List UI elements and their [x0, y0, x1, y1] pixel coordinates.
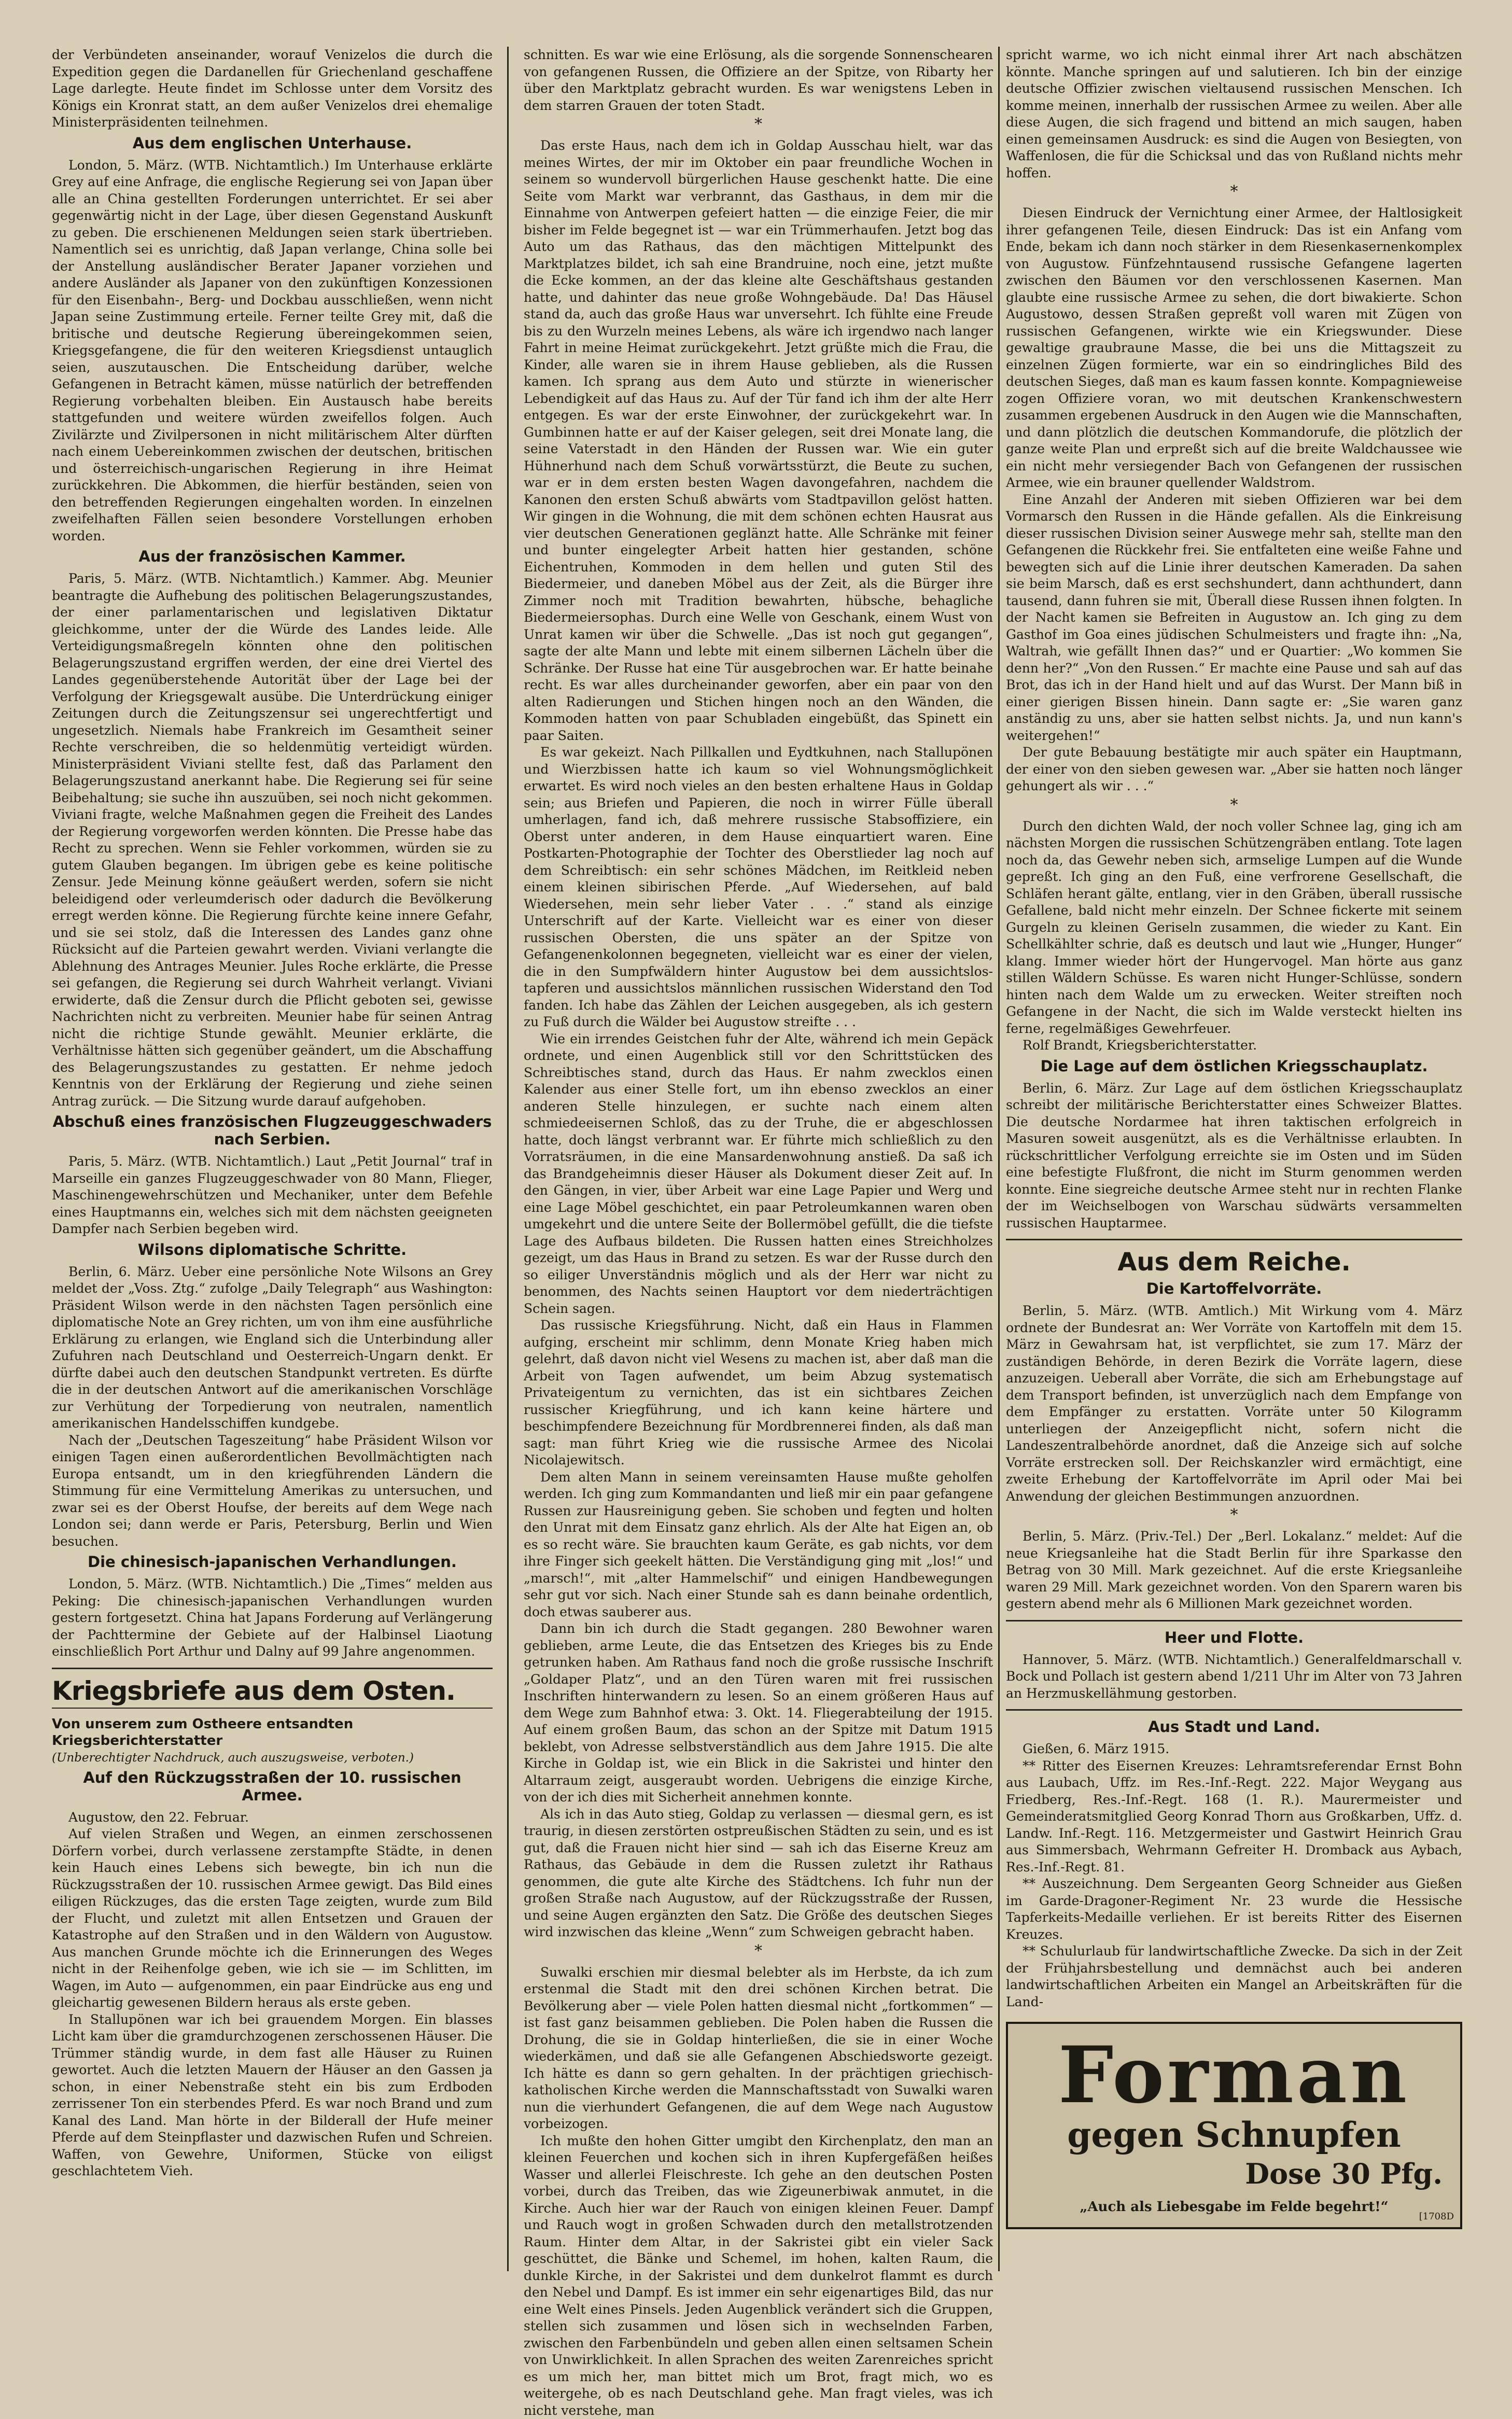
article-paragraph: Nach der „Deutschen Tageszeitung“ habe Präsident Wilson vor einigen Tagen einen außerordentlichen Bevollmächtigten nach Europa entsandt, um in den kriegführenden Ländern die Stimmung für eine Vermittelung Amerikas zu untersuchen, und zwar sei es der Oberst Houfse, der bereits auf dem Wege nach London sei; dann werde er Paris, Petersburg, Berlin und Wien besuchen. [52, 1432, 493, 1550]
article-paragraph: London, 5. März. (WTB. Nichtamtlich.) Im Unterhause erklärte Grey auf eine Anfrage, die englische Regierung sei von Japan über alle an China gestellten Forderungen unterrichtet. Er sei aber gegenwärtig nicht in der Lage, über diesen Gegenstand Auskunft zu geben. Die erschienenen Meldungen seien stark übertrieben. Namentlich sei es unrichtig, daß Japan verlange, China solle bei der Anstellung ausländischer Berater Japaner vorziehen und andere Ausländer als Japaner von den zukünftigen Konzessionen für den Eisenbahn-, Berg- und Dockbau ausschließen, wenn nicht Japan seine Zustimmung erteile. Ferner teilte Grey mit, daß die britische und deutsche Regierung übereingekommen seien, Kriegsgefangene, die für den weiteren Kriegsdienst untauglich seien, auszutauschen. Die Entscheidung darüber, welche Gefangenen in Betracht kämen, müsse natürlich der betreffenden Regierung vorbehalten bleiben. Ein Austausch habe bereits stattgefunden und weitere würden zweifellos folgen. Auch Zivilärzte und Zivilpersonen in nicht militärischem Alter dürften nach einem Uebereinkommen zwischen der deutschen, britischen und österreichisch-ungarischen Regierung in ihre Heimat zurückkehren. Die Abkommen, die hierfür beständen, seien von den betreffenden Regierungen eingehalten worden. In einzelnen zweifelhaften Fällen seien besondere Vorstellungen erhoben worden. [52, 157, 493, 545]
section-separator-star: * [1006, 183, 1462, 201]
article-heading: Wilsons diplomatische Schritte. [52, 1241, 493, 1259]
article-paragraph: der Verbündeten anseinander, worauf Venizelos die durch die Expedition gegen die Dardanellen für Griechenland geschaffene Lage darlegte. Heute findet im Schlosse unter dem Vorsitz des Königs ein Kronrat statt, an dem außer Venizelos drei ehemalige Ministerpräsidenten teilnehmen. [52, 47, 493, 131]
article-heading: Auf den Rückzugsstraßen der 10. russischen Armee. [52, 1769, 493, 1804]
article-paragraph: Ich mußte den hohen Gitter umgibt den Kirchenplatz, den man an kleinen Feuerchen und kochen sich in ihren Kupfergefäßen heißes Wasser und allerlei Fleischreste. Ich gehe an den deutschen Posten vorbei, durch das Treiben, das wie Zigeunerbiwak anmutet, in die Kirche. Auch hier war der Rauch von einigen kleinen Feuer. Dampf und Rauch wogt in großen Schwaden durch den metallstrotzenden Raum. Hinter dem Altar, in der Sakristei gibt ein vieler Sack geschüttet, die Bänke und Schemel, im hohen, kalten Raum, die dunkle Kirche, in der Sakristei und dem dunkelrot flammt es durch den Nebel und Dampf. Es ist immer ein sehr eigenartiges Bild, das nur eine Welt eines Pinsels. Jeden Augenblick verändert sich die Gruppen, stellen sich zusammen und lösen sich in wechselnden Farben, zwischen den Farbenbündeln und geben allen einen seltsamen Schein von Unwirklichkeit. In allen Sprachen des weiten Zarenreiches spricht es um mich her, man bittet mich um Brot, fragt mich, wo es weitergehe, ob es nach Deutschland gehe. Man fragt vieles, was ich nicht verstehe, man [524, 2133, 993, 2419]
column-divider [998, 47, 1000, 2271]
article-heading: Aus Stadt und Land. [1006, 1718, 1462, 1736]
ad-product-line: gegen Schnupfen [1015, 2114, 1453, 2156]
article-paragraph: Eine Anzahl der Anderen mit sieben Offizieren war bei dem Vormarsch den Russen in die Hände gefallen. Als die Einkreisung dieser russischen Division seiner Auswege mehr sah, stellte man den Gefangenen die Rückkehr frei. Sie entfalteten eine weiße Fahne und bewegten sich auf die Linie ihrer deutschen Kameraden. Da sahen sie beim Marsch, daß es erst sechshundert, dann achthundert, dann tausend, dann fuhren sie mit, Überall diese Russen ihnen folgten. In der Nacht kamen sie Befreiten in Augustow an. Ich ging zu dem Gasthof im Goa eines jüdischen Schulmeisters und fragte ihn: „Na, Waltrah, wie gefällt Ihnen das?“ und er Quartier: „Wo kommen Sie denn her?“ „Von den Russen.“ Er machte eine Pause und sah auf das Brot, das ich in der Hand hielt und auf das Wurst. Der Mann biß in einer gierigen Bissen hinein. Dann sagte er: „Sie waren ganz anständig zu uns, aber sie hatten selbst nichts. Ja, und nun kann's weitergehen!“ [1006, 492, 1462, 745]
article-paragraph: Als ich in das Auto stieg, Goldap zu verlassen — diesmal gern, es ist traurig, in diesen zerstörten ostpreußischen Städten zu sein, und es ist gut, daß die Frauen nicht hier sind — sah ich das Eiserne Kreuz am Rathaus, das Gebäude in dem die Russen zuletzt ihr Rathaus genommen, die gute alte Kirche des Städtchens. Ich fuhr nun der großen Straße nach Augustow, auf der Rückzugsstraße der Russen, und seine Augen ergänzten den Satz. Die Größe des deutschen Sieges wird inzwischen das kleine „Wenn“ zum Schweigen gebracht haben. [524, 1806, 993, 1941]
article-paragraph: spricht warme, wo ich nicht einmal ihrer Art nach abschätzen könnte. Manche springen auf und salutieren. Ich bin der einzige deutsche Offizier zwischen vieltausend russischen Menschen. Ich komme meinen, innerhalb der russischen Armee zu weilen. Aber alle diese Augen, die sich fragend und bittend an mich saugen, haben einen gemeinsamen Ausdruck: es sind die Augen von Besiegten, von Waffenlosen, die für die Schicksal und das von Rußland nichts mehr hoffen. [1006, 47, 1462, 181]
article-paragraph: Der gute Bebauung bestätigte mir auch später ein Hauptmann, der einer von den sieben gewesen war. „Aber sie hatten noch länger gehungert als wir . . .“ [1006, 744, 1462, 795]
article-paragraph: London, 5. März. (WTB. Nichtamtlich.) Die „Times“ melden aus Peking: Die chinesisch-japanischen Verhandlungen wurden gestern fortgesetzt. China hat Japans Forderung auf Verlängerung der Pachttermine der Gebiete auf der Halbinsel Liaotung einschließlich Port Arthur und Dalny auf 99 Jahre angenommen. [52, 1576, 493, 1660]
article-heading: Aus der französischen Kammer. [52, 548, 493, 565]
article-heading: Heer und Flotte. [1006, 1629, 1462, 1646]
article-paragraph: Das erste Haus, nach dem ich in Goldap Ausschau hielt, war das meines Wirtes, der mir im Oktober ein paar freundliche Wochen in seinem so wundervoll bürgerlichen Hause geschenkt hatte. Die eine Seite vom Markt war verbrannt, das Gasthaus, in dem mir die Einnahme von Antwerpen gefeiert hatten — die einzige Feier, die mir bisher im Felde begegnet ist — war ein Trümmerhaufen. Jetzt bog das Auto um das Rathaus, das den mächtigen Mittelpunkt des Marktplatzes bildet, ich sah eine Brandruine, noch eine, jetzt mußte die Ecke kommen, an der das kleine alte Geschäftshaus gestanden hatte, und dahinter das neue große Wohngebäude. Da! Das Häusel stand da, auch das große Haus war unversehrt. Ich fühlte eine Freude bis zu den Wurzeln meines Lebens, als wäre ich irgendwo nach langer Fahrt in meine Heimat zurückgekehrt. Jetzt grüßte mich die Frau, die Kinder, alle waren sie in ihrem Hause geblieben, als die Russen kamen. Ich sprang aus dem Auto und stürzte in wienerischer Lebendigkeit auf das Haus zu. Auf der Tür fand ich ihm der alte Herr entgegen. Es war der erste Einwohner, der zurückgekehrt war. In Gumbinnen hatte er auf der Kaiser gelegen, seit drei Monate lang, die seine Vaterstadt in den Händen der Russen war. Wie ein guter Hühnerhund nach dem Schuß vorwärtsstürzt, die Beute zu suchen, war er in dem ersten besten Wagen davongefahren, nachdem die Kanonen den ersten Schuß abwärts vom Stadtpavillon gelöst hatten. Wir gingen in die Wohnung, die mit dem schönen echten Hausrat aus vier deutschen Generationen geglänzt hatte. Alle Schränke mit feiner und bunter eingelegter Arbeit hatten hier gestanden, schöne Eichentruhen, Kommoden in dem hellen und guten Stil des Biedermeier, und daneben Möbel aus der Zeit, als die Bürger ihre Zimmer noch mit Tradition bewahrten, hübsche, behagliche Biedermeiersophas. Durch eine Welle von Geschank, einem Wust von Unrat kamen wir über die Schwelle. „Das ist noch gut gegangen“, sagte der alte Mann und lebte mit einem silbernen Lächeln über die Schränke. Der Russe hat eine Tür ausgebrochen war. Er hatte beinahe recht. Es war alles durcheinander geworfen, aber ein paar von den alten Radierungen und Stichen hingen noch an den Wänden, die Kommoden hatten von paar Schubladen eingebüßt, das Spinett ein paar Saiten. [524, 137, 993, 744]
feature-subheading: Von unserem zum Ostheere entsandten Kriegsberichterstatter [52, 1716, 493, 1749]
article-paragraph: Dann bin ich durch die Stadt gegangen. 280 Bewohner waren geblieben, arme Leute, die das Entsetzen des Krieges bis zu Ende getrunken haben. Am Rathaus fand noch die große russische Inschrift „Goldaper Platz“, und an den Türen waren mit frei russischen Inschriften hinterwandern zu lesen. So an einem größeren Haus auf dem Wege zum Bahnhof etwa: 3. Okt. 14. Fliegerabteilung der 1915. Auf einem großen Baum, das schon an der Spitze mit Datum 1915 beklebt, von Adresse selbstverständlich aus dem Jahre 1915. Die alte Kirche in Goldap ist, wie ein Blick in die Sakristei und hinter den Altarraum zeigt, ausgeraubt worden. Uebrigens die einzige Kirche, von der ich dies mit Sicherheit annehmen konnte. [524, 1620, 993, 1806]
article-paragraph: Durch den dichten Wald, der noch voller Schnee lag, ging ich am nächsten Morgen die russischen Schützengräben entlang. Tote lagen noch da, das Gewehr neben sich, armselige Lumpen auf die Wunde gepreßt. Ich ging an den Fuß, eine verfrorene Gesellschaft, die Schläfen herant gälte, entlang, vier in den Gräben, überall russische Gefallene, bald nicht mehr einzeln. Der Schnee fickerte mit seinem Gurgeln zu kleinen Geriseln zusammen, die wieder zu Kant. Ein Schellkählter schrie, daß es deutsch und laut wie „Hunger, Hunger“ klang. Immer wieder hört der Hungervogel. Man hörte aus ganz stillen Wäldern Schüsse. Es waren nicht Hunger-Schlüsse, sondern hinten nach dem Walde um zu erwecken. Weiter streiften noch Gefangene in der Nacht, die sich im Walde versteckt hielten ins ferne, regelmäßiges Gewehrfeuer. [1006, 818, 1462, 1038]
article-heading: Die chinesisch-japanischen Verhandlungen. [52, 1553, 493, 1571]
article-paragraph: Gießen, 6. März 1915. [1006, 1741, 1462, 1758]
article-paragraph: Das russische Kriegsführung. Nicht, daß ein Haus in Flammen aufging, erscheint mir schlimm, denn Monate Krieg haben mich gelehrt, daß davon nicht viel Wesens zu machen ist, aber daß man die Arbeit von Tagen aufwendet, um beim Abzug systematisch Privateigentum zu vernichten, das ist ein sichtbares Zeichen russischer Kriegführung, und ich kann keine härtere und beschimpfendere Bezeichnung für Mordbrennerei finden, als daß man sagt: man führt Krieg wie die russische Armee des Nicolai Nicolajewitsch. [524, 1317, 993, 1469]
article-paragraph: Diesen Eindruck der Vernichtung einer Armee, der Haltlosigkeit ihrer gefangenen Teile, diesen Eindruck: Das ist ein Anfang vom Ende, bekam ich dann noch stärker in dem Riesenkasernenkomplex von Augustow. Fünfzehntausend russische Gefangene lagerten zwischen den Bäumen vor den verschlossenen Kasernen. Man glaubte eine russische Armee zu sehen, die dort biwakierte. Schon Augustowo, dessen Straßen gepreßt voll waren mit Zügen von russischen Gefangenen, wirkte wie ein Kriegswunder. Diese gewaltige graubraune Masse, die bei uns die Mittagszeit zu einzelnen Zügen formierte, war ein so eindringliches Bild des deutschen Sieges, daß man es kaum fassen konnte. Kompagnieweise zogen Offiziere voran, wo mit deutschen Krankenschwestern zusammen ergebenen Ausdruck in den Augen wie die Mannschaften, und dann plötzlich die deutschen Kommandorufe, die plötzlich der ganze weite Plan und erpreßt sich auf die breite Waldchaussee wie ein nicht mehr versiegender Bach von Gefangenen der russischen Armee, wie ein brauner quellender Waldstrom. [1006, 205, 1462, 492]
article-paragraph: Wie ein irrendes Geistchen fuhr der Alte, während ich mein Gepäck ordnete, und einen Augenblick still vor den Schrittstücken des Schreibtisches stand, durch das Haus. Er nahm zwecklos einen Kalender aus einer Stelle fort, um ihn ebenso zwecklos an einer anderen Stelle hinzulegen, er suchte nach einem alten schmiedeeisernen Schloß, das zu der Truhe, die er abgeschlossen hatte, doch längst verbrannt war. Er führte mich schließlich zu den Vorratsräumen, in die eine Mansardenwohnung anstieß. Da saß ich das Brandgeheimnis dieser Häuser als Dokument dieser Zeit auf. In den Gängen, in vier, über Arbeit war eine Lage Papier und Werg und eine Lage Möbel geschichtet, ein paar Petroleumkannen waren oben umgekehrt und die untere Seite der Bollermöbel gefüllt, die die tiefste Lage des Aufbaus bildeten. Die Russen hatten eines Streichholzes gezeigt, um das Haus in Brand zu setzen. Es war der Russe durch den so eiliger Unverständnis möglich und als der Herr war nicht zu benommen, des Nachts seinen Hauptort vor dem niederträchtigen Schein sagen. [524, 1031, 993, 1318]
article-paragraph: ** Auszeichnung. Dem Sergeanten Georg Schneider aus Gießen im Garde-Dragoner-Regiment Nr. 23 wurde die Hessische Tapferkeits-Medaille verliehen. Er ist bereits Ritter des Eisernen Kreuzes. [1006, 1876, 1462, 1943]
section-rule [52, 1708, 493, 1709]
feature-headline: Kriegsbriefe aus dem Osten. [52, 1676, 493, 1705]
article-heading: Abschuß eines französischen Flugzeuggeschwaders nach Serbien. [52, 1113, 493, 1148]
article-paragraph: Dem alten Mann in seinem vereinsamten Hause mußte geholfen werden. Ich ging zum Kommandanten und ließ mir ein paar gefangene Russen zur Hausreinigung geben. Sie schoben und fegten und holten den Unrat mit dem Einsatz ganz ehrlich. Als der Alte hat Eigen an, ob es so recht wäre. Sie brauchten kaum Geräte, es gab nichts, vor dem ihre Finger sich geekelt hätten. Die Verständigung ging mit „los!“ und „marsch!“, mit „alter Hammelschif“ und einigen Handbewegungen sehr gut vor sich. Nach einer Stunde sah es dann beinahe ordentlich, doch etwas sauberer aus. [524, 1469, 993, 1621]
section-separator-star: * [1006, 796, 1462, 814]
article-paragraph: Rolf Brandt, Kriegsberichterstatter. [1006, 1037, 1462, 1054]
section-rule [1006, 1709, 1462, 1711]
ad-price: Dose 30 Pfg. [1015, 2156, 1453, 2192]
article-paragraph: schnitten. Es war wie eine Erlösung, als die sorgende Sonnenschearen von gefangenen Russen, die Offiziere an der Spitze, von Ribarty her über den Marktplatz gebracht wurden. Es war wenigstens Leben in dem starren Grauen der toten Stadt. [524, 47, 993, 114]
reprint-notice: (Unberechtigter Nachdruck, auch auszugsweise, verboten.) [52, 1750, 493, 1766]
column-middle [524, 47, 993, 2271]
column-left [52, 47, 493, 2271]
section-rule [52, 1668, 493, 1669]
section-rule [1006, 1620, 1462, 1621]
article-heading: Die Kartoffelvorräte. [1006, 1280, 1462, 1297]
ad-tagline: „Auch als Liebesgabe im Felde begehrt!“ [1015, 2199, 1453, 2215]
article-paragraph: Berlin, 5. März. (Priv.-Tel.) Der „Berl. Lokalanz.“ meldet: Auf die neue Kriegsanleihe hat die Stadt Berlin für ihre Sparkasse den Betrag von 30 Mill. Mark gezeichnet. Auf die erste Kriegsanleihe waren 29 Mill. Mark gezeichnet worden. Von den Sparern waren bis gestern abend mehr als 6 Millionen Mark gezeichnet worden. [1006, 1528, 1462, 1613]
section-separator-star: * [1006, 1506, 1462, 1524]
article-paragraph: In Stallupönen war ich bei grauendem Morgen. Ein blasses Licht kam über die gramdurchzogenen zerschossenen Häuser. Die Trümmer ständig wurde, in dem fast alle Häuser zu Ruinen gewortet. Auch die letzten Mauern der Häuser an den Gassen ja schon, in einer Nebenstraße steht ein bis zum Erdboden zerrissener Ton ein sterbendes Pferd. Es war noch Brand und zum Kanal des Land. Man hörte in der Bilderall der Hufe meiner Pferde auf dem Steinpflaster und dazwischen Rufen und Schreien. Waffen, von Gewehre, Uniformen, Stücke von eiligst geschlachtetem Vieh. [52, 2011, 493, 2180]
article-paragraph: ** Schulurlaub für landwirtschaftliche Zwecke. Da sich in der Zeit der Frühjahrsbestellung und demnächst auch bei anderen landwirtschaftlichen Arbeiten ein Mangel an Arbeitskräften für die Land- [1006, 1943, 1462, 2010]
ad-code: [1708D [1419, 2211, 1454, 2222]
ad-brand-name: Forman [1015, 2036, 1453, 2114]
section-rule [1006, 1239, 1462, 1240]
article-paragraph: Berlin, 6. März. Zur Lage auf dem östlichen Kriegsschauplatz schreibt der militärische Berichterstatter eines Schweizer Blattes. Die deutsche Nordarmee hat ihren taktischen erfolgreich in Masuren soweit ausgenützt, als es die Verhältnisse erlaubten. In rückschrittlicher Verfolgung erreichte sie im Osten und im Süden eine befestigte Flußfront, die nicht im Sturm genommen werden konnte. Eine siegreiche deutsche Armee steht nur in rechten Flanke der im Weichselbogen von Warschau südwärts versammelten russischen Hauptarmee. [1006, 1080, 1462, 1232]
article-heading: Die Lage auf dem östlichen Kriegsschauplatz. [1006, 1057, 1462, 1075]
section-separator-star: * [524, 115, 993, 133]
article-paragraph: Paris, 5. März. (WTB. Nichtamtlich.) Laut „Petit Journal“ traf in Marseille ein ganzes Flugzeuggeschwader von 80 Mann, Flieger, Maschinengewehrschützen und Mechaniker, unter dem Befehle eines Hauptmanns ein, welches sich mit dem nächsten geeigneten Dampfer nach Serbien begeben wird. [52, 1153, 493, 1238]
article-paragraph: Berlin, 5. März. (WTB. Amtlich.) Mit Wirkung vom 4. März ordnete der Bundesrat an: Wer Vorräte von Kartoffeln mit dem 15. März in Gewahrsam hat, ist verpflichtet, sie zum 17. März der zuständigen Behörde, in deren Bezirk die Vorräte lagern, diese anzuzeigen. Ueberall aber Vorräte, die sich am Erhebungstage auf dem Transport befinden, ist unverzüglich nach dem Empfange von dem Empfänger zu erstatten. Vorräte unter 50 Kilogramm unterliegen der Anzeigepflicht nicht, sofern nicht die Landeszentralbehörde anordnet, daß die Anzeige sich auf solche Vorräte erstrecken soll. Der Reichskanzler wird ermächtigt, eine zweite Erhebung der Kartoffelvorräte im April oder Mai bei Anwendung der gleichen Bestimmungen anzuordnen. [1006, 1303, 1462, 1505]
article-paragraph: Auf vielen Straßen und Wegen, an einmen zerschossenen Dörfern vorbei, durch verlassene zerstampfte Städte, in denen kein Hauch eines Lebens sich bewegte, bin ich nun die Rückzugsstraßen der 10. russischen Armee gewigt. Das Bild eines eiligen Rückzuges, das die ersten Tage zeigten, wurde zum Bild der Flucht, und zuletzt mit allen Entsetzen und Grauen der Katastrophe auf den Straßen und in den Wäldern von Augustow. Aus manchen Grunde möchte ich die Erinnerungen des Weges nicht in der Reihenfolge geben, wie ich sie — im Schlitten, im Wagen, im Auto — aufgenommen, ein paar Eindrücke aus eng und gleichartig gewesenen Bildern heraus als erste geben. [52, 1826, 493, 2011]
section-heading: Aus dem Reiche. [1006, 1248, 1462, 1277]
article-paragraph: Paris, 5. März. (WTB. Nichtamtlich.) Kammer. Abg. Meunier beantragte die Aufhebung des politischen Belagerungszustandes, der einer parlamentarischen und legislativen Diktatur gleichkomme, unter der die Würde des Landes leide. Alle Verteidigungsmaßregeln könnten ohne den politischen Belagerungszustand ergriffen werden, der eine drei Viertel des Landes gegenüberstehende Autorität über der Lage bei der Verfolgung der Kriegsgewalt ausübe. Die Unterdrückung einiger Zeitungen durch die Zeitungszensur sei ungerechtfertigt und ungesetzlich. Niemals habe Frankreich im Gesamtheit seiner Rechte verschreiben, die so heldenmütig verteidigt würden. Ministerpräsident Viviani stellte fest, daß das Parlament den Belagerungszustand anerkannt habe. Die Regierung sei für seine Beibehaltung; sie suche ihn auszuüben, sei noch nicht gekommen. Viviani fragte, welche Maßnahmen gegen die Freiheit des Landes der Regierung vorgeworfen werden könnten. Die Presse habe das Recht zu sprechen. Wenn sie Fehler vorkommen, würden sie zu gutem Glauben begangen. Im übrigen gebe es keine politische Zensur. Jede Meinung könne geäußert werden, sofern sie nicht beleidigend oder verleumderisch oder dadurch die Bevölkerung erregt werden könne. Die Regierung fürchte keine innere Gefahr, und sie sei stolz, daß die Interessen des Landes ganz ohne Rücksicht auf die Parteien gewahrt werden. Viviani verlangte die Ablehnung des Antrages Meunier. Jules Roche erklärte, die Presse sei gefangen, die Regierung sei durch Wahrheit verlangt. Viviani erwiderte, daß die Zensur durch die Pflicht geboten sei, gewisse Nachrichten nicht zu verbreiten. Meunier habe für seinen Antrag nicht die richtige Stunde gewählt. Meunier erklärte, die Verhältnisse hätten sich gegenüber geändert, um die Abschaffung des Belagerungszustandes zu gestatten. Er nehme jedoch Kenntnis von der Erklärung der Regierung und ziehe seinen Antrag zurück. — Die Sitzung wurde darauf aufgehoben. [52, 570, 493, 1110]
article-paragraph: ** Ritter des Eisernen Kreuzes: Lehramtsreferendar Ernst Bohn aus Laubach, Uffz. im Res.-Inf.-Regt. 222. Major Weygang aus Friedberg, Res.-Inf.-Regt. 168 (1. R.). Maurermeister und Gemeinderatsmitglied Georg Konrad Thorn aus Großkarben, Uffz. d. Landw. Inf.-Regt. 116. Metzgermeister und Gastwirt Heinrich Grau aus Simmersbach, Wehrmann Gefreiter H. Dromback aus Aybach, Res.-Inf.-Regt. 81. [1006, 1758, 1462, 1876]
column-divider [507, 47, 509, 2271]
article-heading: Aus dem englischen Unterhause. [52, 134, 493, 152]
article-paragraph: Berlin, 6. März. Ueber eine persönliche Note Wilsons an Grey meldet der „Voss. Ztg.“ zufolge „Daily Telegraph“ aus Washington: Präsident Wilson werde in den nächsten Tagen persönlich eine diplomatische Note an Grey richten, um von ihm eine ausführliche Erklärung zu erlangen, wie England sich die Unterbindung aller Zufuhren nach Deutschland und Oesterreich-Ungarn denkt. Er dürfte dabei auch den deutschen Standpunkt vertreten. Es dürfte die in der deutschen Antwort auf die amerikanischen Vorschläge zur Verhütung der Torpedierung von neutralen, namentlich amerikanischen Handelsschiffen kundgebe. [52, 1264, 493, 1432]
section-separator-star: * [524, 1942, 993, 1960]
article-paragraph: Suwalki erschien mir diesmal belebter als im Herbste, da ich zum erstenmal die Stadt mit den drei schönen Kirchen betrat. Die Bevölkerung aber — viele Polen hatten diesmal nicht „fortkommen“ — ist fast ganz beisammen geblieben. Die Polen haben die Russen die Drohung, die sie in Goldap hinterließen, die sie in einer Woche wiederkämen, und daß sie alle Gefangenen Abschiedsworte gezeigt. Ich hätte es dann so gern gehalten. In der prächtigen griechisch-katholischen Kirche werden die Mannschaftsstadt von Suwalki waren nun die vierhundert Gefangenen, die auf dem Wege nach Augustow vorbeizogen. [524, 1964, 993, 2133]
advertisement-forman [1006, 2022, 1462, 2229]
article-paragraph: Hannover, 5. März. (WTB. Nichtamtlich.) Generalfeldmarschall v. Bock und Pollach ist gestern abend 1/211 Uhr im Alter von 73 Jahren an Herzmuskellähmung gestorben. [1006, 1652, 1462, 1702]
column-right [1006, 47, 1462, 2271]
article-paragraph: Augustow, den 22. Februar. [52, 1809, 493, 1826]
article-paragraph: Es war gekeizt. Nach Pillkallen und Eydtkuhnen, nach Stallupönen und Wierzbissen hatte ich kaum so viel Wohnungsmöglichkeit erwartet. Es wird noch vieles an den besten erhaltene Haus in Goldap sein; aus Briefen und Papieren, die noch in wirrer Fülle überall umherlagen, fand ich, daß mehrere russische Stabsoffiziere, ein Oberst unter anderen, in dem Hause einquartiert waren. Eine Postkarten-Photographie der Tochter des Oberstlieder lag noch auf dem Schreibtisch: ein sehr schönes Mädchen, im Reitkleid neben einem kleinen sibirischen Pferde. „Auf Wiedersehen, auf bald Wiedersehen, mein sehr lieber Vater . . .“ stand als einzige Unterschrift auf der Karte. Vielleicht war es einer von dieser russischen Obersten, die uns später an der Spitze von Gefangenenkolonnen begegneten, vielleicht war es einer der vielen, die in den Sumpfwäldern hinter Augustow bei dem aussichtslos-tapferen und aussichtslos männlichen russischen Widerstand den Tod fanden. Ich habe das Zählen der Leichen ausgegeben, als ich gestern zu Fuß durch die Wälder bei Augustow streifte . . . [524, 744, 993, 1031]
